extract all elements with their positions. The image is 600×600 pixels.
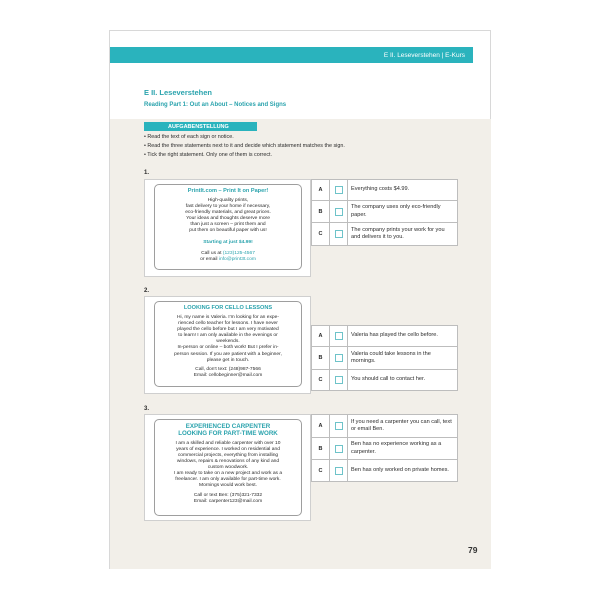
option-statement: Valeria has played the cello before.: [351, 332, 438, 339]
option-row: [311, 347, 458, 370]
sign-title: PrintIt.com – Print It on Paper!: [187, 188, 269, 194]
sign-line: Your ideas and thoughts deserve more: [186, 216, 270, 222]
workbook-page: [109, 30, 491, 569]
options-table: [311, 179, 458, 246]
option-row: [311, 415, 458, 438]
page-number: 79: [468, 545, 478, 555]
option-letter: A: [312, 415, 330, 437]
sign-line: High-quality prints,: [207, 198, 249, 203]
answer-checkbox[interactable]: [335, 186, 343, 194]
instructions-list: [144, 133, 345, 159]
section-subtitle: Reading Part 1: Out an About – Notices and Signs: [144, 102, 287, 108]
option-row: [311, 370, 458, 391]
option-row: [311, 223, 458, 246]
sign-contact-phone: Call us at (123)125-4567: [201, 250, 255, 256]
answer-checkbox[interactable]: [335, 354, 343, 362]
option-letter: C: [312, 223, 330, 245]
option-letter: C: [312, 460, 330, 481]
option-statement: If you need a carpenter you can call, text or email Ben.: [351, 418, 452, 432]
option-letter: C: [312, 370, 330, 390]
instruction-item: • Read the text of each sign or notice.: [144, 133, 345, 142]
option-letter: B: [312, 201, 330, 222]
sign-line: person session. If you are patient with a beginner,: [174, 351, 282, 357]
instruction-item: • Tick the right statement. Only one of them is correct.: [144, 151, 345, 160]
answer-checkbox[interactable]: [335, 422, 343, 430]
option-statement: The company prints your work for you and delivers it to you.: [351, 226, 445, 240]
option-row: [311, 460, 458, 482]
sign-line: put them on beautiful paper with us!: [189, 228, 267, 234]
answer-checkbox[interactable]: [335, 467, 343, 475]
sign-card-cello: [154, 301, 302, 387]
sign-contact-email: Email: carpenter123@mail.com: [193, 498, 263, 504]
sign-frame: [144, 179, 311, 277]
task-number: 1.: [144, 170, 150, 176]
option-letter: A: [312, 326, 330, 346]
sign-line: In-person or online – both work! But I prefer in-: [177, 345, 279, 351]
price-highlight: Starting at just $4.99!: [203, 239, 253, 245]
header-label: E II. Leseverstehen | E-Kurs: [383, 51, 465, 59]
answer-checkbox[interactable]: [335, 445, 343, 453]
sign-contact-phone: Call or text Ben: (375)321-7332: [193, 492, 263, 498]
sign-line: I am ready to take on a new project and work as a: [173, 471, 283, 477]
task-number: 2.: [144, 288, 150, 294]
options-table: [311, 325, 458, 391]
sign-contact-email: or email info@print3t.com: [200, 256, 256, 262]
answer-checkbox[interactable]: [335, 332, 343, 340]
sign-title: EXPERIENCED CARPENTER LOOKING FOR PART-TIME WORK: [178, 423, 278, 438]
option-statement: You should call to contact her.: [351, 376, 426, 383]
sign-card-print: [154, 184, 302, 270]
sign-line: custom woodwork.: [207, 465, 249, 471]
option-statement: The company uses only eco-friendly paper.: [351, 204, 441, 218]
sign-contact-phone: Call, don't text: (248)987-7566: [195, 366, 261, 372]
sign-line: years of experience. I worked on residential and: [176, 446, 280, 452]
sign-line: I am a skilled and reliable carpenter with over 10: [175, 440, 281, 446]
sign-frame: [144, 296, 311, 394]
option-row: [311, 438, 458, 460]
sign-line: played the cello before but I am very motivated: [177, 327, 279, 333]
sign-line: windows, repairs & renovations of any kind and: [176, 459, 280, 465]
instruction-item: • Read the three statements next to it and decide which statement matches the sign.: [144, 142, 345, 151]
sign-line: please get in touch.: [206, 357, 250, 363]
answer-checkbox[interactable]: [335, 230, 343, 238]
sign-line: to learn! I am only available in the evenings or: [178, 333, 278, 339]
option-statement: Ben has no experience working as a carpenter.: [351, 441, 442, 455]
option-row: [311, 326, 458, 347]
option-statement: Valeria could take lessons in the mornings.: [351, 350, 431, 364]
options-table: [311, 414, 458, 482]
task-label: AUFGABENSTELLUNG: [144, 122, 257, 131]
sign-contact-email: Email: cellobeginner@mail.com: [193, 372, 263, 378]
sign-title: LOOKING FOR CELLO LESSONS: [183, 305, 273, 311]
sign-line: Hi, my name is Valeria. I'm looking for an expe-: [177, 315, 279, 320]
sign-line: freelancer. I am only available for part-time work.: [175, 477, 281, 483]
task-number: 3.: [144, 406, 150, 412]
sign-line: commercial projects, everything from installing: [177, 453, 279, 458]
sign-frame: [144, 414, 311, 521]
option-letter: A: [312, 180, 330, 200]
option-row: [311, 180, 458, 201]
option-statement: Ben has only worked on private homes.: [351, 466, 449, 473]
sign-line: fast delivery to your home if necessary,: [185, 204, 271, 210]
section-title: E II. Leseverstehen: [144, 88, 212, 97]
sign-line: than just a screen – print them and: [190, 222, 266, 228]
answer-checkbox[interactable]: [335, 208, 343, 216]
sign-line: weekends.: [216, 339, 240, 345]
option-row: [311, 201, 458, 223]
sign-line: rienced cello teacher for lessons. I have never: [178, 321, 278, 327]
sign-line: Mornings would work best.: [199, 483, 257, 489]
option-statement: Everything costs $4.99.: [351, 186, 410, 193]
sign-card-carpenter: [154, 419, 302, 516]
answer-checkbox[interactable]: [335, 376, 343, 384]
header-bar: [110, 47, 473, 63]
sign-line: eco-friendly materials, and great prices.: [185, 210, 271, 216]
option-letter: B: [312, 438, 330, 459]
option-letter: B: [312, 347, 330, 369]
